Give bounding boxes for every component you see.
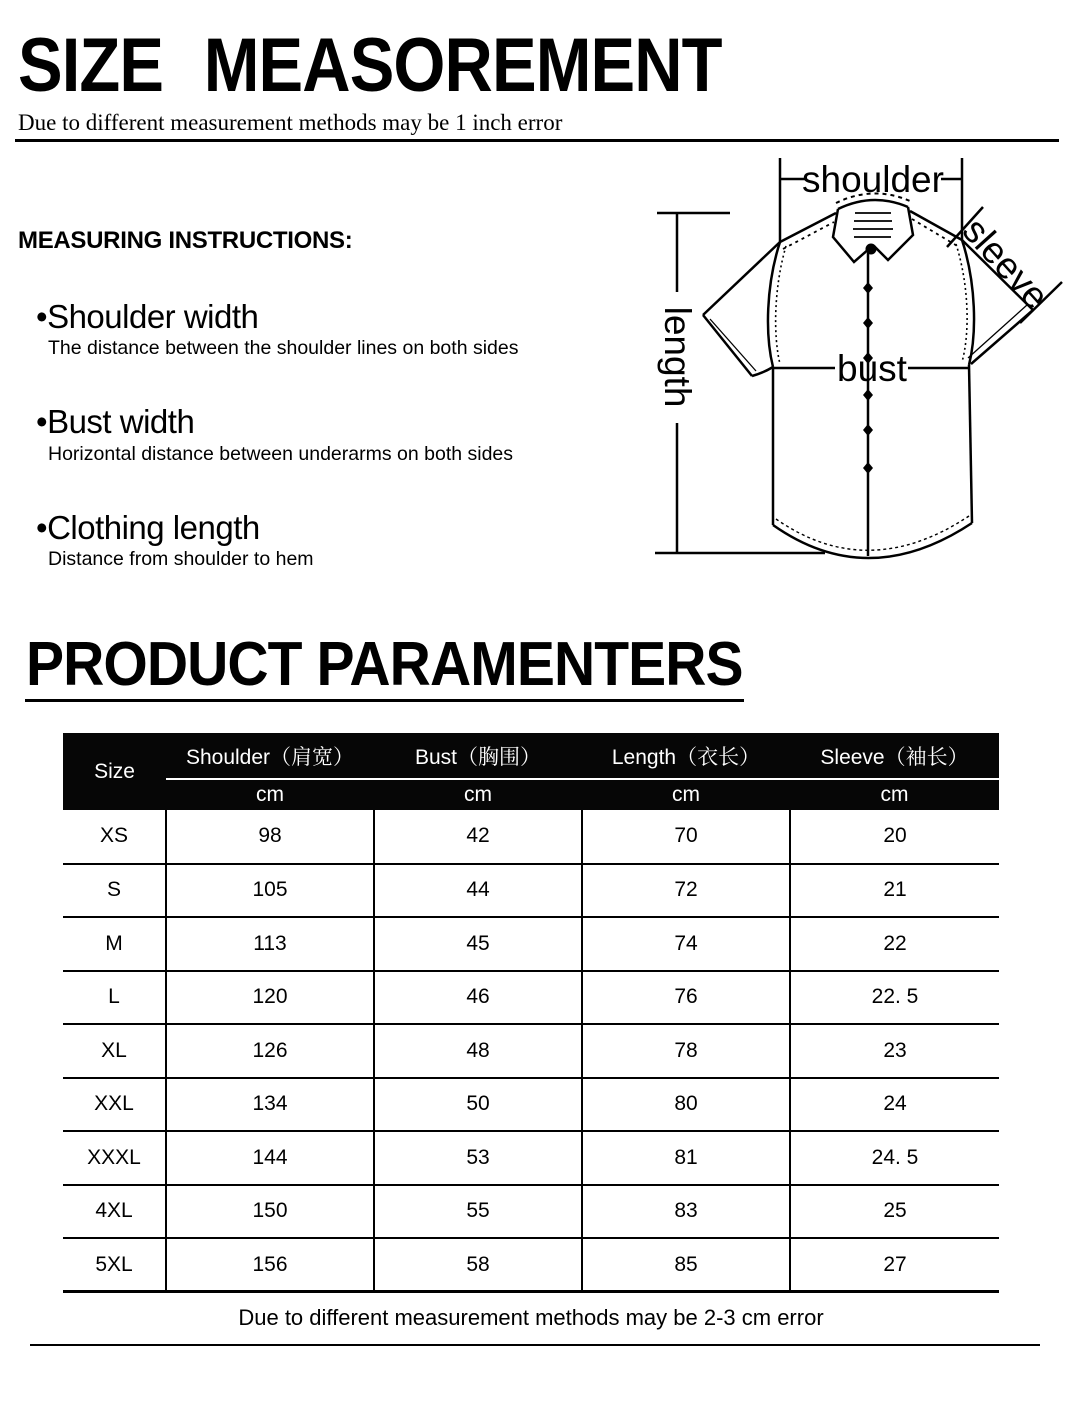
value-cell: 105 bbox=[166, 864, 374, 918]
bullet: • bbox=[36, 509, 48, 546]
length-label: length bbox=[657, 306, 698, 408]
instruction-term-shoulder: •Shoulder width bbox=[36, 298, 259, 335]
bust-marker bbox=[773, 348, 970, 389]
value-cell: 50 bbox=[374, 1078, 582, 1132]
size-table-header bbox=[63, 733, 999, 810]
value-cell: 126 bbox=[166, 1024, 374, 1078]
bullet: • bbox=[36, 403, 48, 440]
value-cell: 24. 5 bbox=[790, 1131, 999, 1185]
instruction-desc-length: Distance from shoulder to hem bbox=[48, 548, 314, 570]
table-row bbox=[63, 1238, 999, 1292]
instruction-term-length: •Clothing length bbox=[36, 509, 260, 546]
value-cell: 85 bbox=[582, 1238, 790, 1292]
shoulder-label: shoulder bbox=[802, 159, 944, 200]
page-title: SIZE MEASOREMENT bbox=[18, 23, 722, 108]
size-cell: 4XL bbox=[63, 1185, 166, 1239]
size-cell: 5XL bbox=[63, 1238, 166, 1292]
value-cell: 83 bbox=[582, 1185, 790, 1239]
value-cell: 70 bbox=[582, 810, 790, 864]
unit-cell: cm bbox=[166, 779, 374, 810]
size-cell: XS bbox=[63, 810, 166, 864]
value-cell: 55 bbox=[374, 1185, 582, 1239]
sleeve-marker bbox=[947, 207, 1062, 323]
size-cell: XXL bbox=[63, 1078, 166, 1132]
value-cell: 44 bbox=[374, 864, 582, 918]
table-row bbox=[63, 864, 999, 918]
value-cell: 42 bbox=[374, 810, 582, 864]
value-cell: 144 bbox=[166, 1131, 374, 1185]
value-cell: 78 bbox=[582, 1024, 790, 1078]
value-cell: 98 bbox=[166, 810, 374, 864]
size-cell: XL bbox=[63, 1024, 166, 1078]
value-cell: 21 bbox=[790, 864, 999, 918]
column-header-shoulder: Shoulder（肩宽） bbox=[166, 733, 374, 779]
value-cell: 113 bbox=[166, 917, 374, 971]
sleeve-label: sleeve bbox=[954, 209, 1057, 317]
shirt-diagram bbox=[630, 145, 1072, 585]
size-cell: M bbox=[63, 917, 166, 971]
value-cell: 53 bbox=[374, 1131, 582, 1185]
size-cell: L bbox=[63, 971, 166, 1025]
parameters-divider bbox=[25, 699, 744, 702]
unit-cell: cm bbox=[374, 779, 582, 810]
bust-label: bust bbox=[837, 348, 907, 389]
value-cell: 22 bbox=[790, 917, 999, 971]
value-cell: 120 bbox=[166, 971, 374, 1025]
value-cell: 20 bbox=[790, 810, 999, 864]
table-row bbox=[63, 1185, 999, 1239]
value-cell: 23 bbox=[790, 1024, 999, 1078]
value-cell: 25 bbox=[790, 1185, 999, 1239]
page-subtitle: Due to different measurement methods may be 1 inch error bbox=[18, 110, 563, 135]
value-cell: 27 bbox=[790, 1238, 999, 1292]
value-cell: 76 bbox=[582, 971, 790, 1025]
column-header-size: Size bbox=[63, 733, 166, 810]
length-marker bbox=[655, 213, 825, 553]
table-row bbox=[63, 1078, 999, 1132]
value-cell: 46 bbox=[374, 971, 582, 1025]
shirt-collar bbox=[833, 193, 913, 262]
value-cell: 45 bbox=[374, 917, 582, 971]
table-row bbox=[63, 1131, 999, 1185]
size-cell: S bbox=[63, 864, 166, 918]
value-cell: 134 bbox=[166, 1078, 374, 1132]
size-table-body bbox=[63, 810, 999, 1292]
table-row bbox=[63, 810, 999, 864]
bottom-divider bbox=[30, 1344, 1040, 1346]
table-row bbox=[63, 917, 999, 971]
size-table bbox=[63, 733, 999, 1343]
column-header-bust: Bust（胸围） bbox=[374, 733, 582, 779]
value-cell: 80 bbox=[582, 1078, 790, 1132]
bullet: • bbox=[36, 298, 48, 335]
size-cell: XXXL bbox=[63, 1131, 166, 1185]
unit-cell: cm bbox=[790, 779, 999, 810]
column-header-sleeve: Sleeve（袖长） bbox=[790, 733, 999, 779]
shirt-shoulders bbox=[780, 211, 962, 249]
value-cell: 58 bbox=[374, 1238, 582, 1292]
value-cell: 74 bbox=[582, 917, 790, 971]
table-footnote: Due to different measurement methods may be 2-3 cm error bbox=[238, 1305, 824, 1330]
instruction-desc-bust: Horizontal distance between underarms on both sides bbox=[48, 443, 514, 465]
parameters-title: PRODUCT PARAMENTERS bbox=[26, 630, 743, 699]
header-divider bbox=[15, 139, 1059, 142]
unit-cell: cm bbox=[582, 779, 790, 810]
column-header-length: Length（衣长） bbox=[582, 733, 790, 779]
table-row bbox=[63, 971, 999, 1025]
value-cell: 22. 5 bbox=[790, 971, 999, 1025]
value-cell: 150 bbox=[166, 1185, 374, 1239]
instruction-desc-shoulder: The distance between the shoulder lines on both sides bbox=[48, 337, 519, 359]
instruction-term-bust: •Bust width bbox=[36, 403, 195, 440]
value-cell: 48 bbox=[374, 1024, 582, 1078]
value-cell: 81 bbox=[582, 1131, 790, 1185]
value-cell: 24 bbox=[790, 1078, 999, 1132]
value-cell: 156 bbox=[166, 1238, 374, 1292]
value-cell: 72 bbox=[582, 864, 790, 918]
table-row bbox=[63, 1024, 999, 1078]
instructions-heading: MEASURING INSTRUCTIONS: bbox=[18, 227, 353, 254]
